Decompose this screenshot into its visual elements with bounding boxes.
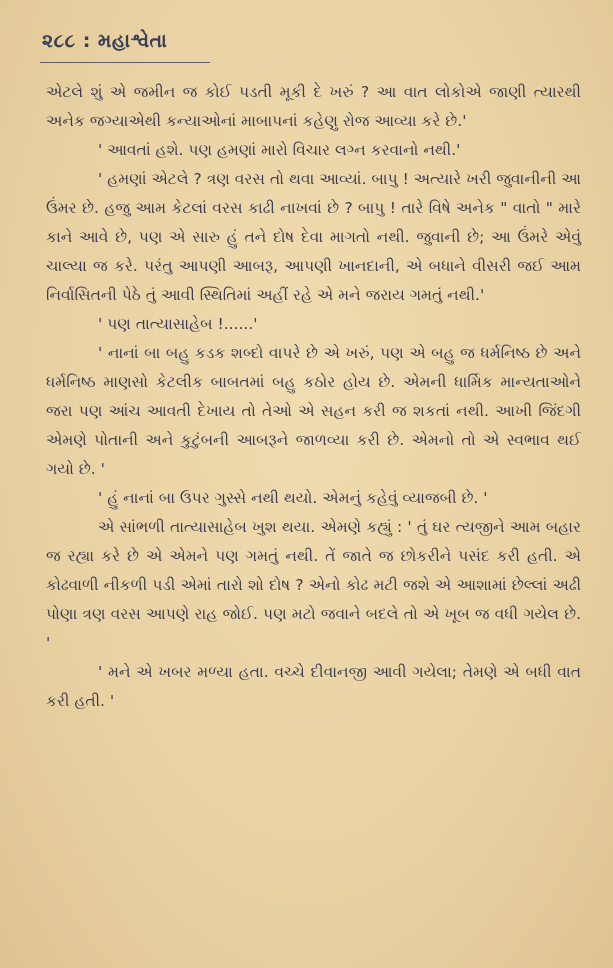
paragraph: ' આવતાં હશે. પણ હમણાં મારો વિચાર લગ્ન કરવાનો નથી.' [98,141,461,159]
paragraph: ' મને એ ખબર મળ્યા હતા. વચ્ચે દીવાનજી આવી ગયેલા; તેમણે એ બધી વાત કરી હતી. ' [46,663,581,710]
page-body [46,78,581,716]
paragraph: ' હું નાનાં બા ઉપર ગુસ્સે નથી થયો. એમનું કહેવું વ્યાજબી છે. ' [98,489,488,507]
paragraph: એટલે શું એ જમીન જ કોઈ પડતી મૂકી દે ખરું ? આ વાત લોકોએ જાણી ત્યારથી અનેક જગ્યાએથી કન્યાઓનાં માબાપનાં કહેણુ રોજ આવ્યા કરે છે.' [46,83,581,130]
paragraph: ' નાનાં બા બહુ કડક શબ્દો વાપરે છે એ ખરું, પણ એ બહુ જ ધર્મનિષ્ઠ છે અને ધર્મનિષ્ઠ માણસો કેટલીક બાબતમાં બહુ કઠોર હોય છે. એમની ધાર્મિક માન્યતાઓને જરા પણ આંચ આવતી દેખાય તો તેઓ એ સહન કરી જ શકતાં નથી. આખી જિંદગી એમણે પોતાની અને કુટુંબની આબરૂને જાળવ્યા કરી છે. એમનો તો એ સ્વભાવ થઈ ગયો છે. ' [46,344,581,478]
running-header [42,30,167,52]
book-title: મહાશ્વેતા [97,30,168,52]
page-number: ૨૮૮ [42,30,76,52]
header-underline [40,62,210,63]
paragraph: ' પણ તાત્યાસાહેબ !......' [98,315,258,333]
header-separator: : [82,30,91,52]
paragraph: એ સાંભળી તાત્યાસાહેબ ખુશ થયા. એમણે કહ્યું : ' તું ઘર ત્યજીને આમ બહાર જ રહ્યા કરે છે એ એમને પણ ગમતું નથી. તેં જાતે જ છોકરીને પસંદ કરી હતી. એ કોઢવાળી નીકળી પડી એમાં તારો શો દોષ ? એનો કોઢ મટી જશે એ આશામાં છેલ્લાં અઢી પોણા ત્રણ વરસ આપણે રાહ જોઈ. પણ મટો જવાને બદલે તો એ ખૂબ જ વધી ગયેલ છે. ' [46,518,581,652]
paragraph: ' હમણાં એટલે ? ત્રણ વરસ તો થવા આવ્યાં. બાપુ ! અત્યારે ખરી જુવાનીની આ ઉંમર છે. હજુ આમ કેટલાં વરસ કાઢી નાખવાં છે ? બાપુ ! તારે વિષે અનેક " વાતો " મારે કાને આવે છે, પણ એ સારુ હું તને દોષ દેવા માગતો નથી. જુવાની છે; આ ઉંમરે એવું ચાલ્યા જ કરે. પરંતુ આપણી આબરૂ, આપણી ખાનદાની, એ બધાને વીસરી જઈ આમ નિર્વાસિતની પેઠે તું આવી સ્થિતિમાં અહીં રહે એ મને જરાય ગમતું નથી.' [46,170,581,304]
